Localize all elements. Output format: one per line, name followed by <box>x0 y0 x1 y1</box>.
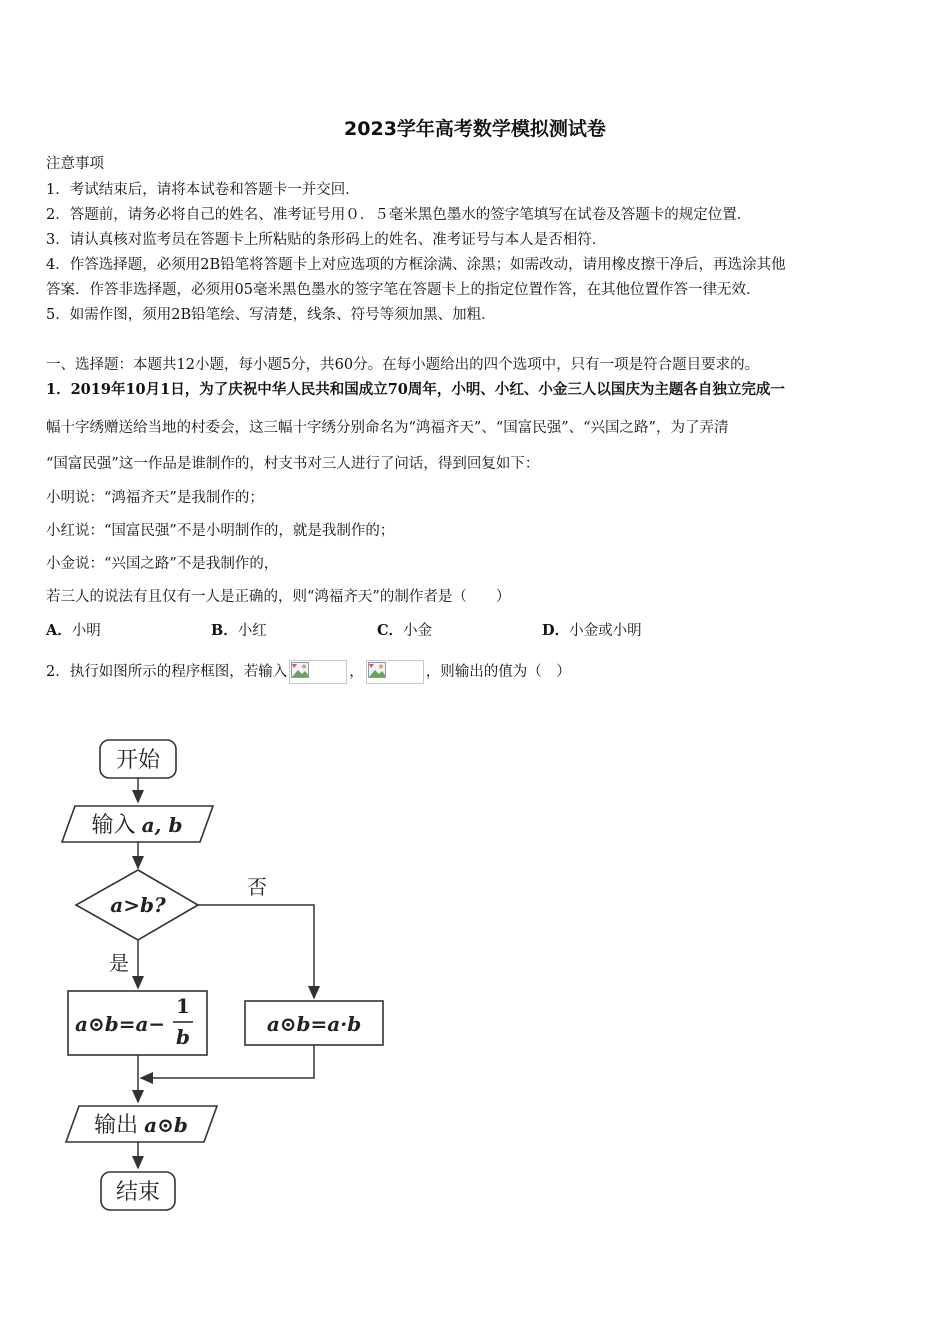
q2-prefix: 2．执行如图所示的程序框图，若输入 <box>46 664 288 680</box>
option-letter: A． <box>46 622 72 639</box>
q1-question: 若三人的说法有且仅有一人是正确的，则“鸿福齐天”的制作者是（ ） <box>46 589 511 605</box>
page-title: 2023学年高考数学模拟测试卷 <box>344 118 606 140</box>
flow-process-yes-lhs: a⊙b=a− <box>75 1012 166 1036</box>
notice-item-2: 2．答题前，请务必将自己的姓名、准考证号用０．５毫米黑色墨水的签字笔填写在试卷及答题卡的规定位置． <box>46 207 752 223</box>
flow-arrow-no <box>198 905 314 998</box>
notice-item-4-cont: 答案．作答非选择题，必须用05毫米黑色墨水的签字笔在答题卡上的指定位置作答，在其他位置作答一律无效． <box>46 282 761 298</box>
flow-process-no <box>245 1001 383 1045</box>
flow-decision <box>76 870 198 940</box>
flow-start-label: 开始 <box>115 748 161 773</box>
option-letter: C． <box>377 622 404 639</box>
notice-heading: 注意事项 <box>46 156 104 172</box>
broken-image-icon <box>289 660 347 684</box>
notice-item-3: 3．请认真核对监考员在答题卡上所粘贴的条形码上的姓名、准考证号与本人是否相符． <box>46 232 607 248</box>
notice-item-1: 1．考试结束后，请将本试卷和答题卡一并交回． <box>46 182 360 198</box>
option-letter: B． <box>211 622 238 639</box>
option-letter: D． <box>542 622 570 639</box>
program-flowchart <box>55 730 395 1220</box>
q1-statement-xiaohong: 小红说：“国富民强”不是小明制作的，就是我制作的； <box>46 523 395 539</box>
flow-output <box>66 1106 217 1142</box>
q1-statement-xiaoming: 小明说：“鸿福齐天”是我制作的； <box>46 490 264 506</box>
section-heading: 一、选择题：本题共12小题，每小题5分，共60分。在每小题给出的四个选项中，只有一项是符合题目要求的。 <box>46 357 760 373</box>
q1-option-c <box>377 619 432 640</box>
option-text: 小明 <box>71 623 101 639</box>
q1-line-3: “国富民强”这一作品是谁制作的，村支书对三人进行了问话，得到回复如下： <box>46 456 540 472</box>
q2-suffix: ，则输出的值为（ ） <box>425 664 571 680</box>
flow-process-no-label: a⊙b=a·b <box>266 1012 362 1036</box>
flow-no-label: 否 <box>247 875 267 899</box>
flow-fraction-numerator: 1 <box>176 994 190 1018</box>
flow-input-label: 输入 a, b <box>91 813 183 838</box>
flow-start <box>100 740 176 778</box>
option-text: 小金 <box>403 623 433 639</box>
q1-line-1: 1．2019年10月1日，为了庆祝中华人民共和国成立70周年，小明、小红、小金三人以国庆为主题各自独立完成一 <box>46 381 785 398</box>
q1-line-2: 幅十字绣赠送给当地的村委会，这三幅十字绣分别命名为“鸿福齐天”、“国富民强”、“兴国之路”，为了弄清 <box>46 420 729 436</box>
broken-image-icon <box>366 660 424 684</box>
q1-option-a <box>46 619 101 640</box>
notice-item-4: 4．作答选择题，必须用2B铅笔将答题卡上对应选项的方框涂满、涂黑；如需改动，请用橡皮擦干净后，再选涂其他 <box>46 257 786 273</box>
option-text: 小红 <box>237 623 267 639</box>
flow-output-label: 输出 a⊙b <box>94 1113 188 1138</box>
flow-fraction-denominator: b <box>176 1025 190 1049</box>
q1-statement-xiaojin: 小金说：“兴国之路”不是我制作的， <box>46 556 279 572</box>
flow-process-yes <box>68 991 207 1055</box>
flow-condition: a>b? <box>110 893 166 917</box>
q1-option-b <box>211 619 267 640</box>
q2-comma: ， <box>349 664 364 680</box>
q1-option-d <box>542 619 642 640</box>
flow-yes-label: 是 <box>109 951 129 975</box>
q2-stem <box>46 660 571 684</box>
option-text: 小金或小明 <box>569 623 642 639</box>
flow-input <box>62 806 213 842</box>
flow-end <box>101 1172 175 1210</box>
flow-end-label: 结束 <box>115 1180 161 1205</box>
notice-item-5: 5．如需作图，须用2B铅笔绘、写清楚，线条、符号等须加黑、加粗． <box>46 307 496 323</box>
